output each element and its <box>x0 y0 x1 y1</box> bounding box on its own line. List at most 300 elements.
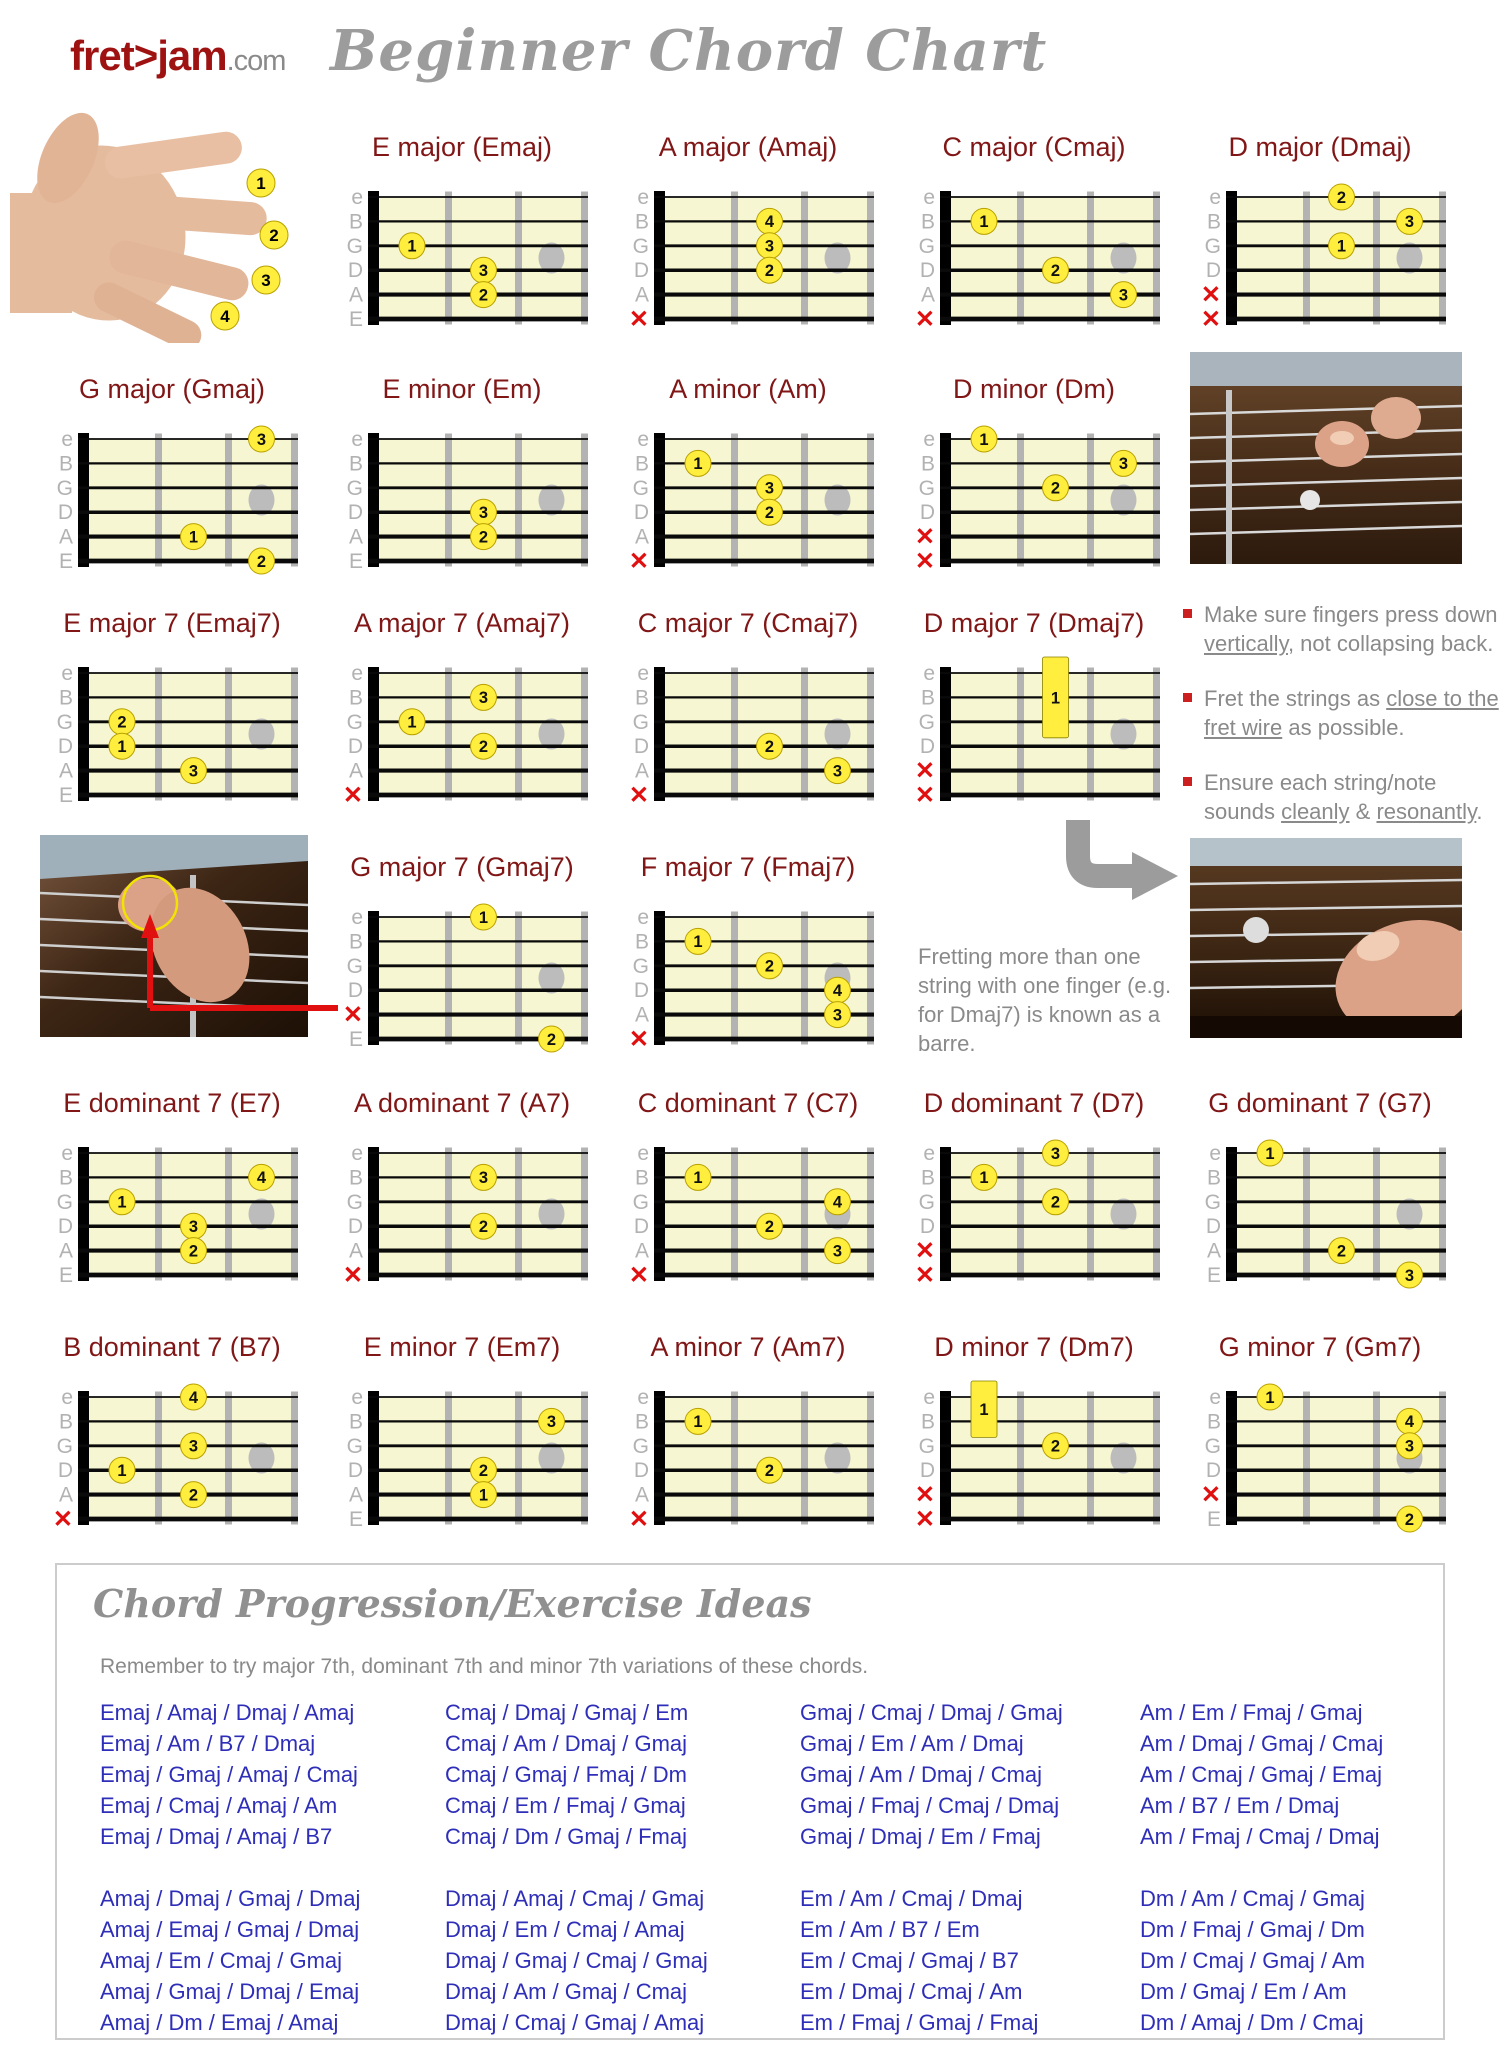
string-label: E <box>58 784 73 807</box>
fret-wire <box>515 1392 522 1525</box>
string-label: B <box>1206 210 1221 234</box>
nut <box>1226 1147 1237 1281</box>
progression-subtext: Remember to try major 7th, dominant 7th and minor 7th variations of these chords. <box>100 1655 869 1678</box>
fret-wire <box>731 1148 738 1281</box>
fret-wire <box>731 434 738 567</box>
fret-inlay-dot <box>1243 917 1269 943</box>
barre-callout-arrow-icon <box>1040 818 1200 910</box>
mute-pointer-arrow-icon <box>130 900 370 1030</box>
string-label: G <box>632 710 649 734</box>
chord-title: A dominant 7 (A7) <box>353 1088 571 1118</box>
chord-title: B dominant 7 (B7) <box>63 1332 281 1362</box>
mute-x-icon: ✕ <box>342 1001 363 1029</box>
string-label: D <box>347 1215 363 1239</box>
string-label: D <box>347 501 363 525</box>
progression-line: Am / Fmaj / Cmaj / Dmaj <box>1140 1824 1380 1849</box>
string-label: B <box>348 210 363 234</box>
mute-x-icon: ✕ <box>628 548 649 575</box>
nut <box>78 1147 89 1281</box>
chord-cell <box>618 1332 878 1536</box>
mute-x-icon: ✕ <box>914 548 935 575</box>
finger-number: 3 <box>832 1242 843 1261</box>
finger-number: 1 <box>1265 1388 1275 1407</box>
tip-bullet-icon <box>1183 693 1192 702</box>
string-label: B <box>920 210 935 234</box>
progression-line: Em / Cmaj / Gmaj / B7 <box>800 1948 1019 1973</box>
string-label: e <box>923 662 935 685</box>
finger-number: 4 <box>764 213 775 232</box>
finger-number: 1 <box>1336 237 1347 256</box>
mute-x-icon: ✕ <box>1200 306 1221 333</box>
chord-cell <box>332 852 592 1056</box>
fret-wire <box>801 668 808 801</box>
progression-line: Dm / Am / Cmaj / Gmaj <box>1140 1886 1365 1911</box>
string-label: A <box>634 525 649 549</box>
chord-cell <box>618 132 878 336</box>
finger-number: 3 <box>764 479 775 498</box>
chord-title: A minor (Am) <box>669 374 827 404</box>
fret-wire <box>1303 1148 1310 1281</box>
string-label: B <box>1206 1410 1221 1434</box>
progression-line: Cmaj / Gmaj / Fmaj / Dm <box>445 1762 688 1787</box>
string-label: G <box>56 1190 73 1214</box>
finger-number: 1 <box>407 237 417 256</box>
string-label: A <box>920 283 935 307</box>
progression-line: Em / Am / Cmaj / Dmaj <box>800 1886 1023 1911</box>
finger-number: 2 <box>546 1030 557 1049</box>
fret-inlay-dot <box>1300 490 1320 510</box>
finger-number: 3 <box>1050 1144 1061 1163</box>
string-label: A <box>634 1239 649 1263</box>
mute-x-icon: ✕ <box>628 1506 649 1533</box>
fret-wire <box>515 668 522 801</box>
string-label: G <box>918 234 935 258</box>
fret-wire <box>515 192 522 325</box>
progression-column <box>100 1697 445 1852</box>
finger-1-label: 1 <box>256 174 266 193</box>
progression-block-2 <box>100 1883 1430 2038</box>
progression-line: Dm / Cmaj / Gmaj / Am <box>1140 1948 1365 1973</box>
string-label: G <box>1204 1434 1221 1458</box>
chord-diagram <box>42 1130 302 1292</box>
progression-line: Dmaj / Gmaj / Cmaj / Gmaj <box>445 1948 708 1973</box>
nut <box>654 911 665 1045</box>
finger-number: 2 <box>764 1218 775 1236</box>
fret-wire <box>1017 1392 1024 1525</box>
chord-title: G minor 7 (Gm7) <box>1218 1332 1422 1362</box>
fret-wire <box>1373 192 1380 325</box>
string-label: B <box>348 686 363 710</box>
logo-fret: fret <box>70 32 134 79</box>
string-label: G <box>632 1190 649 1214</box>
mute-x-icon: ✕ <box>914 1262 935 1289</box>
progression-line: Dmaj / Amaj / Cmaj / Gmaj <box>445 1886 705 1911</box>
string-label: B <box>634 1166 649 1190</box>
string-label: G <box>632 234 649 258</box>
string-label: D <box>633 1459 649 1483</box>
nut <box>654 1391 665 1525</box>
finger-number: 4 <box>188 1388 199 1407</box>
string-label: B <box>634 210 649 234</box>
finger-number: 2 <box>1336 188 1347 207</box>
chord-diagram <box>1190 174 1450 336</box>
chord-title: D minor (Dm) <box>953 374 1115 404</box>
finger-number: 2 <box>188 1486 199 1505</box>
string-label: B <box>634 686 649 710</box>
fret-wire <box>581 1148 588 1281</box>
chord-diagram <box>904 650 1164 812</box>
chord-cell <box>618 374 878 578</box>
fret-wire <box>445 668 452 801</box>
fret-wire <box>225 1392 232 1525</box>
chord-diagram <box>618 650 878 812</box>
finger-number: 3 <box>478 262 489 280</box>
string-label: B <box>58 1410 73 1434</box>
tip-text: Ensure each string/note sounds cleanly & resonantly. <box>1204 770 1483 824</box>
finger-number: 1 <box>1265 1144 1275 1163</box>
string-label: e <box>61 1142 73 1165</box>
progression-line: Cmaj / Dm / Gmaj / Fmaj <box>445 1824 688 1849</box>
string-label: e <box>637 662 649 685</box>
fretting-hand-photo <box>1190 352 1462 564</box>
finger-number: 2 <box>1050 1193 1061 1212</box>
string-label: D <box>633 501 649 525</box>
finger-number: 3 <box>764 237 775 256</box>
string-label: e <box>61 428 73 451</box>
string-label: D <box>347 259 363 283</box>
progression-line: Em / Am / B7 / Em <box>800 1917 980 1942</box>
string-label: e <box>637 1386 649 1409</box>
progression-block-1 <box>100 1697 1430 1852</box>
nut <box>654 191 665 325</box>
string-label: e <box>351 428 363 451</box>
chord-title: F major 7 (Fmaj7) <box>640 852 856 882</box>
chord-title: D dominant 7 (D7) <box>923 1088 1145 1118</box>
technique-tips-list <box>1183 600 1500 826</box>
string-label: e <box>351 1142 363 1165</box>
progression-column <box>100 1883 445 2038</box>
nut <box>940 667 951 801</box>
finger-number: 4 <box>832 982 843 1000</box>
string-label: G <box>918 1434 935 1458</box>
fret-wire <box>1017 1148 1024 1281</box>
fret-wire <box>225 668 232 801</box>
logo-arrow-icon: > <box>133 32 158 79</box>
fret-wire <box>801 1392 808 1525</box>
chord-diagram <box>332 1374 592 1536</box>
fret-wire <box>867 668 874 801</box>
finger-number: 1 <box>117 1462 127 1480</box>
progression-column <box>445 1883 800 2038</box>
string-label: e <box>351 1386 363 1409</box>
progression-line: Cmaj / Dmaj / Gmaj / Em <box>445 1700 689 1725</box>
mute-x-icon: ✕ <box>914 782 935 809</box>
fret-wire <box>1087 434 1094 567</box>
fret-wire <box>581 192 588 325</box>
string-label: D <box>57 501 73 525</box>
finger-number: 2 <box>478 528 489 547</box>
mute-x-icon: ✕ <box>52 1506 73 1533</box>
fret-wire <box>867 912 874 1045</box>
finger-number: 2 <box>117 713 127 732</box>
finger-number: 3 <box>832 1006 843 1025</box>
fret-wire <box>155 1148 162 1281</box>
logo-com: .com <box>226 45 286 77</box>
fret-wire <box>1087 1148 1094 1281</box>
string-label: B <box>634 930 649 954</box>
fret-wire <box>445 1392 452 1525</box>
progression-line: Amaj / Gmaj / Dmaj / Emaj <box>100 1979 360 2004</box>
chord-diagram <box>42 416 302 578</box>
finger-number: 2 <box>188 1242 199 1261</box>
tip-text: Make sure fingers press down vertically, not collapsing back. <box>1204 602 1498 656</box>
fret-wire <box>1439 1148 1446 1281</box>
progression-line: Dmaj / Am / Gmaj / Cmaj <box>445 1979 688 2004</box>
string-label: E <box>58 1264 73 1287</box>
string-label: D <box>633 735 649 759</box>
fret-wire <box>1303 192 1310 325</box>
progression-line: Am / Em / Fmaj / Gmaj <box>1140 1700 1363 1725</box>
string-label: G <box>346 710 363 734</box>
string-label: G <box>346 476 363 500</box>
string-label: G <box>346 954 363 978</box>
progression-column <box>800 1883 1140 2038</box>
chord-cell <box>1190 132 1450 336</box>
string-label: e <box>923 186 935 209</box>
string-label: B <box>58 686 73 710</box>
progression-line: Am / B7 / Em / Dmaj <box>1140 1793 1340 1818</box>
string-label: G <box>346 1434 363 1458</box>
fret-wire <box>1017 434 1024 567</box>
nut <box>654 433 665 567</box>
chord-cell <box>904 374 1164 578</box>
finger-number: 3 <box>1404 1266 1415 1285</box>
finger-number: 3 <box>832 762 843 781</box>
nut <box>940 433 951 567</box>
string-label: G <box>632 954 649 978</box>
chord-cell <box>42 1088 302 1292</box>
finger-number: 3 <box>546 1413 557 1432</box>
string-label: D <box>633 1215 649 1239</box>
string-label: A <box>58 1483 73 1507</box>
finger-number: 2 <box>478 1462 489 1480</box>
chord-title: C major (Cmaj) <box>942 132 1126 162</box>
chord-title: C major 7 (Cmaj7) <box>637 608 859 638</box>
string-label: e <box>637 906 649 929</box>
mute-x-icon: ✕ <box>914 1506 935 1533</box>
finger-number: 3 <box>478 689 489 708</box>
chord-cell <box>332 608 592 812</box>
string-label: D <box>919 259 935 283</box>
fretjam-logo[interactable] <box>70 32 285 80</box>
fret-wire <box>801 434 808 567</box>
finger-number: 4 <box>256 1169 267 1188</box>
string-label: D <box>919 501 935 525</box>
finger-number: 2 <box>764 738 775 756</box>
progression-line: Emaj / Am / B7 / Dmaj <box>100 1731 316 1756</box>
nut <box>1226 191 1237 325</box>
chord-title: D major 7 (Dmaj7) <box>923 608 1145 638</box>
finger-number: 1 <box>979 430 989 449</box>
string-label: G <box>56 710 73 734</box>
fret-wire <box>1087 1392 1094 1525</box>
chord-cell <box>1190 1088 1450 1292</box>
fret-wire <box>867 434 874 567</box>
chord-cell <box>904 608 1164 812</box>
string-label: B <box>348 930 363 954</box>
chord-diagram <box>618 416 878 578</box>
finger-number: 2 <box>764 262 775 280</box>
fret-wire <box>515 912 522 1045</box>
chord-title: A minor 7 (Am7) <box>650 1332 846 1362</box>
barre-finger-number: 1 <box>1050 689 1061 708</box>
mute-x-icon: ✕ <box>914 1237 935 1265</box>
string-label: G <box>346 234 363 258</box>
mute-x-icon: ✕ <box>914 306 935 333</box>
string-label: B <box>1206 1166 1221 1190</box>
finger-number: 1 <box>693 1413 703 1432</box>
progression-line: Dm / Fmaj / Gmaj / Dm <box>1140 1917 1365 1942</box>
mute-x-icon: ✕ <box>1200 1481 1221 1509</box>
progression-line: Amaj / Dmaj / Gmaj / Dmaj <box>100 1886 361 1911</box>
string-label: G <box>918 1190 935 1214</box>
string-label: e <box>61 662 73 685</box>
string-label: D <box>919 735 935 759</box>
chord-diagram <box>332 1130 592 1292</box>
barre-note: Fretting more than one string with one finger (e.g. for Dmaj7) is known as a barre. <box>918 944 1172 1056</box>
string-label: D <box>57 1215 73 1239</box>
progression-column <box>445 1697 800 1852</box>
finger-number: 1 <box>117 738 127 756</box>
string-label: D <box>347 979 363 1003</box>
progression-line: Emaj / Dmaj / Amaj / B7 <box>100 1824 333 1849</box>
string-label: e <box>351 662 363 685</box>
chord-diagram <box>332 416 592 578</box>
string-label: A <box>634 1003 649 1027</box>
string-label: E <box>348 308 363 331</box>
finger-number: 1 <box>407 713 417 732</box>
finger-number: 3 <box>478 504 489 522</box>
string-label: e <box>637 1142 649 1165</box>
finger-number: 2 <box>478 738 489 756</box>
mute-x-icon: ✕ <box>914 757 935 785</box>
chord-diagram <box>904 1130 1164 1292</box>
string-label: D <box>57 735 73 759</box>
chord-cell <box>618 852 878 1056</box>
hand-finger-legend-photo <box>10 98 300 343</box>
fret-wire <box>801 912 808 1045</box>
nut <box>368 1147 379 1281</box>
string-label: B <box>920 686 935 710</box>
progression-line: Amaj / Em / Cmaj / Gmaj <box>100 1948 343 1973</box>
finger-number: 1 <box>979 1169 989 1188</box>
progression-line: Amaj / Emaj / Gmaj / Dmaj <box>100 1917 360 1942</box>
fret-wire <box>867 192 874 325</box>
progression-line: Gmaj / Fmaj / Cmaj / Dmaj <box>800 1793 1060 1818</box>
nut <box>368 667 379 801</box>
finger-number: 2 <box>1336 1242 1347 1261</box>
progression-heading: Chord Progression/Exercise Ideas <box>93 1581 812 1626</box>
string-label: E <box>1206 1508 1221 1531</box>
fret-wire <box>1087 192 1094 325</box>
chord-title: E minor 7 (Em7) <box>363 1332 561 1362</box>
string-label: D <box>347 1459 363 1483</box>
chord-diagram <box>42 650 302 812</box>
chord-title: E major 7 (Emaj7) <box>63 608 281 638</box>
progression-line: Cmaj / Em / Fmaj / Gmaj <box>445 1793 686 1818</box>
string-label: G <box>56 476 73 500</box>
string-label: e <box>1209 186 1221 209</box>
finger-number: 1 <box>478 908 489 927</box>
string-label: E <box>58 550 73 573</box>
fret-wire <box>1153 1392 1160 1525</box>
fret-wire <box>731 1392 738 1525</box>
fret-wire <box>581 434 588 567</box>
finger-number: 1 <box>478 1486 489 1505</box>
chord-diagram <box>904 416 1164 578</box>
fret-wire <box>1373 1148 1380 1281</box>
fret-wire <box>155 434 162 567</box>
string-label: G <box>918 476 935 500</box>
string-label: A <box>348 1239 363 1263</box>
fret-wire <box>801 192 808 325</box>
chord-cell <box>42 374 302 578</box>
finger-3-label: 3 <box>261 271 271 290</box>
progression-line: Amaj / Dm / Emaj / Amaj <box>100 2010 339 2035</box>
fret-wire <box>291 668 298 801</box>
fret-wire <box>291 1148 298 1281</box>
finger-number: 1 <box>693 933 703 952</box>
page-title: Beginner Chord Chart <box>330 18 1048 84</box>
chord-title: E dominant 7 (E7) <box>63 1088 281 1118</box>
chord-title: D major (Dmaj) <box>1228 132 1412 162</box>
string-label: D <box>1205 259 1221 283</box>
string-label: D <box>919 1215 935 1239</box>
string-label: B <box>348 1166 363 1190</box>
finger-number: 2 <box>764 504 775 522</box>
fret-wire <box>445 912 452 1045</box>
chord-cell <box>332 374 592 578</box>
mute-x-icon: ✕ <box>1200 281 1221 309</box>
mute-x-icon: ✕ <box>914 523 935 551</box>
string-label: B <box>348 1410 363 1434</box>
fret-wire <box>155 668 162 801</box>
finger-number: 3 <box>1118 455 1129 474</box>
chord-diagram <box>618 1130 878 1292</box>
string-label: E <box>1206 1264 1221 1287</box>
fret-wire <box>867 1392 874 1525</box>
string-label: B <box>58 1166 73 1190</box>
string-label: D <box>1205 1215 1221 1239</box>
nut <box>368 191 379 325</box>
string-label: G <box>1204 234 1221 258</box>
chord-diagram <box>618 174 878 336</box>
chord-cell <box>618 1088 878 1292</box>
chord-title: A major (Amaj) <box>658 132 838 162</box>
string-label: D <box>347 735 363 759</box>
fret-wire <box>731 912 738 1045</box>
progression-line: Dmaj / Em / Cmaj / Amaj <box>445 1917 685 1942</box>
progression-line: Gmaj / Am / Dmaj / Cmaj <box>800 1762 1043 1787</box>
string-label: A <box>58 525 73 549</box>
fret-wire <box>1153 192 1160 325</box>
progression-line: Em / Dmaj / Cmaj / Am <box>800 1979 1023 2004</box>
chord-cell <box>332 132 592 336</box>
nut <box>654 1147 665 1281</box>
fret-wire <box>225 434 232 567</box>
chord-cell <box>904 1332 1164 1536</box>
finger-number: 2 <box>1404 1510 1415 1529</box>
